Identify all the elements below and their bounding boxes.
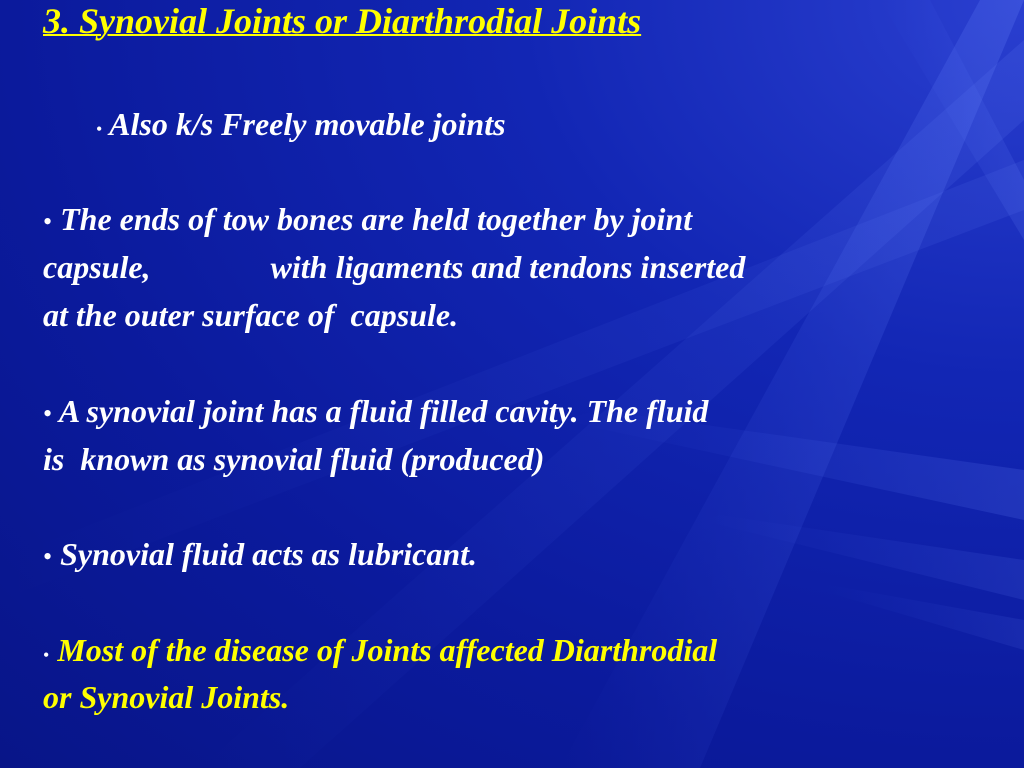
bullet-text: A synovial joint has a fluid filled cavity. The fluid	[58, 393, 709, 429]
bullet-item-fluid-cavity	[43, 392, 708, 433]
text-line: capsule, with ligaments and tendons inserted	[43, 249, 746, 285]
bullet-text: Also k/s Freely movable joints	[109, 106, 506, 142]
bullet-icon: •	[43, 207, 53, 236]
slide-title: 3. Synovial Joints or Diarthrodial Joints	[43, 1, 642, 41]
bullet-text: Synovial fluid acts as lubricant.	[60, 536, 478, 572]
bullet-text: The ends of tow bones are held together by joint	[60, 201, 693, 237]
bullet-icon: •	[43, 399, 53, 428]
bullet-icon: •	[43, 542, 53, 571]
bullet-icon: •	[43, 645, 50, 665]
bullet-text: Most of the disease of Joints affected Diarthrodial	[57, 632, 718, 668]
text-line: is known as synovial fluid (produced)	[43, 441, 545, 477]
text-line: at the outer surface of capsule.	[43, 297, 459, 333]
text-line: or Synovial Joints.	[43, 679, 290, 715]
bullet-icon: •	[96, 119, 103, 139]
bullet-item-joint-capsule	[43, 200, 692, 241]
bullet-item-lubricant	[43, 535, 477, 576]
bullet-item-freely-movable	[96, 105, 506, 148]
bullet-item-disease	[43, 631, 717, 674]
